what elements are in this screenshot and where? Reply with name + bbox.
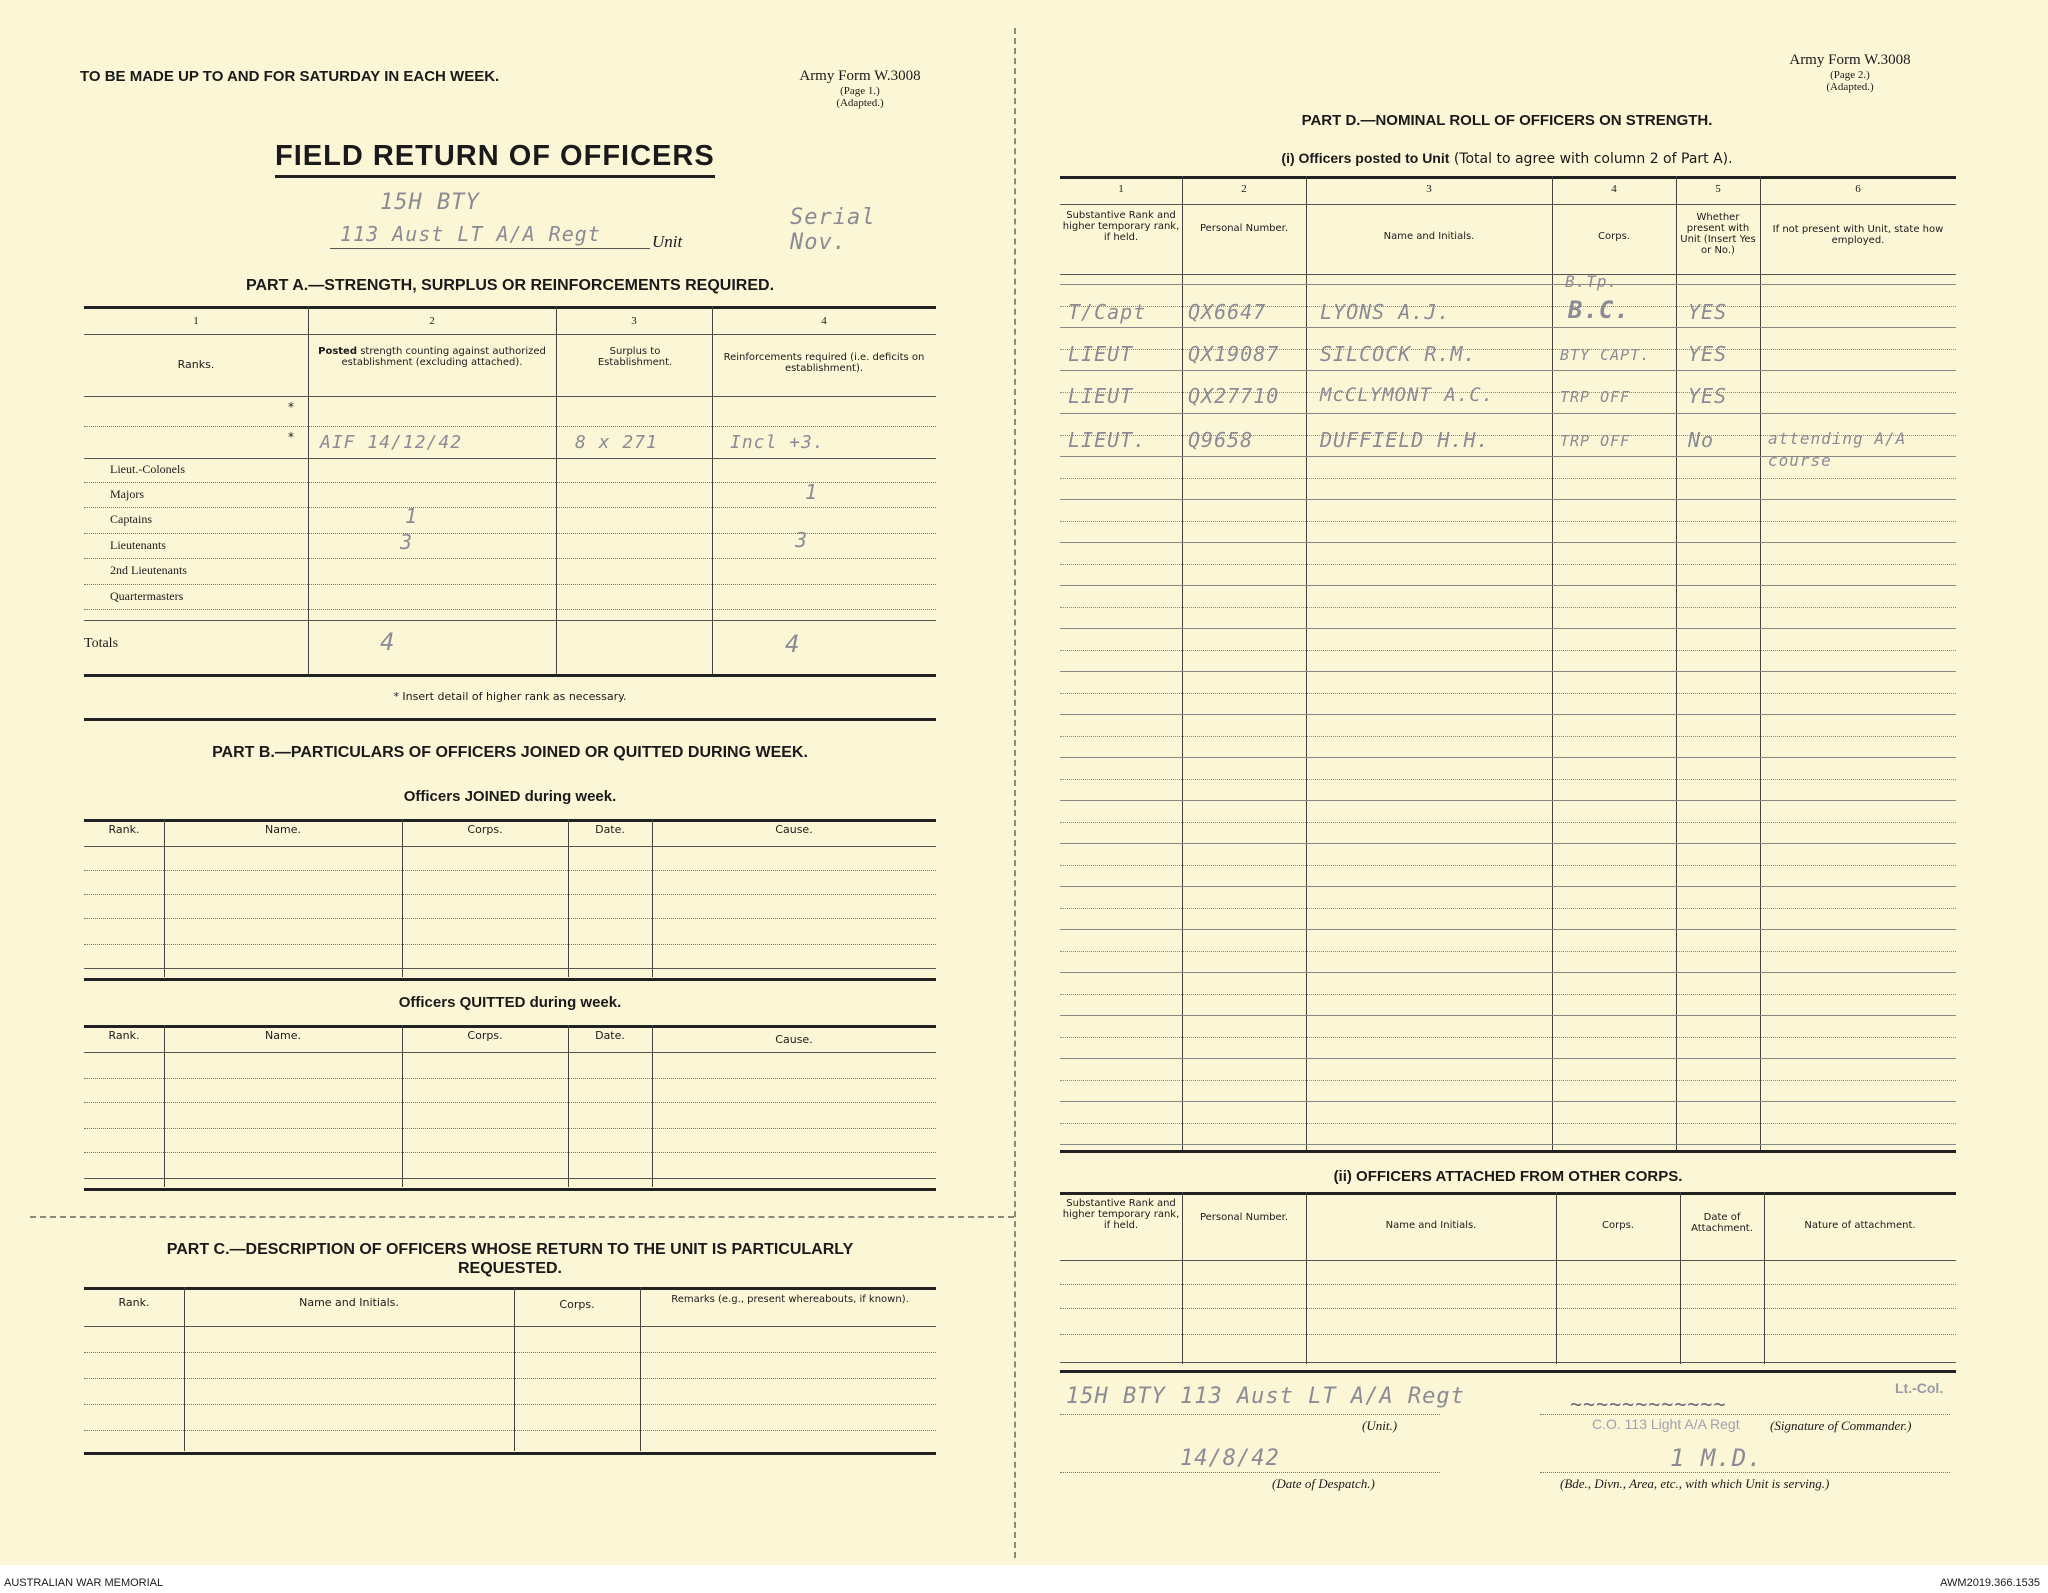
- posted-lieutenants: 3: [400, 530, 414, 554]
- posted-captains: 1: [405, 504, 419, 528]
- lt-col-stamp: Lt.-Col.: [1895, 1380, 1944, 1396]
- part-a-title: PART A.—STRENGTH, SURPLUS OR REINFORCEMENTS REQUIRED.: [245, 277, 775, 294]
- roll-rule: [1060, 585, 1956, 586]
- footer-left: AUSTRALIAN WAR MEMORIAL: [4, 1577, 164, 1589]
- unit-handwritten-sig: 15H BTY 113 Aust LT A/A Regt: [1066, 1384, 1465, 1409]
- officer-1-rank: T/Capt: [1068, 300, 1147, 324]
- roll-rule: [1060, 757, 1956, 758]
- part-b-title: PART B.—PARTICULARS OF OFFICERS JOINED OR QUITTED DURING WEEK.: [212, 744, 808, 761]
- reinf-majors: 1: [805, 480, 819, 504]
- officer-1-number: QX6647: [1188, 300, 1267, 324]
- bde-handwritten: 1 M.D.: [1670, 1444, 1763, 1472]
- roll-rule: [1060, 800, 1956, 801]
- roll-rule: [1060, 564, 1956, 565]
- officer-4-corps: TRP OFF: [1560, 432, 1631, 450]
- roll-rule: [1060, 499, 1956, 500]
- col-d-corps: Corps.: [1598, 231, 1630, 242]
- roll-rule: [1060, 779, 1956, 780]
- officer-3-corps: TRP OFF: [1560, 388, 1631, 406]
- col-ranks: Ranks.: [177, 358, 215, 371]
- roll-rule: [1060, 1058, 1956, 1059]
- totals-label: Totals: [84, 636, 119, 651]
- officer-2-name: SILCOCK R.M.: [1320, 342, 1477, 366]
- rank-captains: Captains: [110, 512, 152, 526]
- roll-rule: [1060, 521, 1956, 522]
- col-d-number: Personal Number.: [1199, 223, 1289, 234]
- roll-rule: [1060, 822, 1956, 823]
- roll-rule: [1060, 284, 1956, 285]
- roll-rule: [1060, 306, 1956, 307]
- roll-rule: [1060, 1080, 1956, 1081]
- part-d-title: PART D.—NOMINAL ROLL OF OFFICERS ON STRENGTH.: [1301, 112, 1713, 129]
- col-d-name: Name and Initials.: [1383, 231, 1475, 242]
- part-d2-title: (ii) OFFICERS ATTACHED FROM OTHER CORPS.: [1333, 1168, 1683, 1185]
- signature-caption: (Signature of Commander.): [1770, 1418, 1912, 1433]
- rank-quartermasters: Quartermasters: [110, 589, 184, 603]
- roll-rule: [1060, 413, 1956, 414]
- hand-establishment: AIF 14/12/42: [320, 432, 463, 453]
- roll-rule: [1060, 542, 1956, 543]
- officer-3-name: McCLYMONT A.C.: [1320, 384, 1495, 406]
- roll-rule: [1060, 886, 1956, 887]
- officer-2-corps: BTY CAPT.: [1560, 346, 1651, 364]
- form-title: FIELD RETURN OF OFFICERS: [275, 140, 715, 178]
- date-handwritten: 14/8/42: [1180, 1446, 1280, 1471]
- part-d-subtitle: (i) Officers posted to Unit (Total to agree with column 2 of Part A).: [1281, 150, 1733, 167]
- roll-rule: [1060, 456, 1956, 457]
- roll-rule: [1060, 478, 1956, 479]
- fold-line-horizontal: [30, 1216, 1014, 1218]
- officer-3-rank: LIEUT: [1068, 384, 1134, 408]
- officer-4-employment: attending A/A course: [1768, 429, 1907, 470]
- roll-rule: [1060, 650, 1956, 651]
- roll-rule: [1060, 951, 1956, 952]
- roll-rule: [1060, 327, 1956, 328]
- roll-rule: [1060, 994, 1956, 995]
- co-stamp: C.O. 113 Light A/A Regt: [1592, 1416, 1740, 1432]
- officer-2-present: YES: [1688, 342, 1728, 366]
- roll-rule: [1060, 392, 1956, 393]
- col-posted: Posted strength counting against authorized establishment (excluding attached).: [318, 346, 546, 368]
- roll-rule: [1060, 1015, 1956, 1016]
- roll-rule: [1060, 370, 1956, 371]
- unit-handwritten-2: 113 Aust LT A/A Regt: [340, 222, 601, 246]
- army-form-right: Army Form W.3008 (Page 2.) (Adapted.): [1789, 52, 1911, 93]
- col-reinforcements: Reinforcements required (i.e. deficits on establishment).: [723, 352, 925, 374]
- unit-caption: (Unit.): [1362, 1418, 1398, 1433]
- officer-4-present: No: [1688, 428, 1715, 452]
- unit-label: Unit: [652, 232, 683, 251]
- rank-lieutenants: Lieutenants: [110, 538, 166, 552]
- roll-rule: [1060, 607, 1956, 608]
- roll-rule: [1060, 1144, 1956, 1145]
- roll-rule: [1060, 972, 1956, 973]
- rank-majors: Majors: [110, 487, 144, 501]
- date-caption: (Date of Despatch.): [1272, 1476, 1375, 1491]
- officer-4-name: DUFFIELD H.H.: [1320, 428, 1490, 452]
- unit-handwritten-1: 15H BTY: [380, 190, 480, 215]
- roll-rule: [1060, 1101, 1956, 1102]
- roll-rule: [1060, 693, 1956, 694]
- bde-caption: (Bde., Divn., Area, etc., with which Unit is serving.): [1560, 1476, 1830, 1491]
- roll-rule: [1060, 435, 1956, 436]
- rank-2nd-lieutenants: 2nd Lieutenants: [110, 563, 187, 577]
- total-reinforcements: 4: [785, 630, 801, 658]
- officer-2-rank: LIEUT: [1068, 342, 1134, 366]
- officer-4-rank: LIEUT.: [1068, 428, 1147, 452]
- serial-handwritten: Serial Nov.: [790, 205, 876, 255]
- roll-rule: [1060, 843, 1956, 844]
- officer-3-present: YES: [1688, 384, 1728, 408]
- hand-surplus: 8 x 271: [575, 432, 658, 453]
- officer-1-corps: B.C.: [1568, 296, 1630, 324]
- roll-rule: [1060, 628, 1956, 629]
- part-a-note: * Insert detail of higher rank as necessary.: [393, 690, 627, 703]
- col-d-employment: If not present with Unit, state how employed.: [1772, 224, 1944, 246]
- roll-rule: [1060, 929, 1956, 930]
- total-posted: 4: [380, 628, 396, 656]
- corps-note: B.Tp.: [1565, 272, 1619, 291]
- roll-rule: [1060, 1123, 1956, 1124]
- roll-rule: [1060, 865, 1956, 866]
- fold-line-vertical: [1014, 28, 1016, 1558]
- joined-heading: Officers JOINED during week.: [403, 788, 617, 805]
- roll-rule: [1060, 908, 1956, 909]
- made-up-note: TO BE MADE UP TO AND FOR SATURDAY IN EACH WEEK.: [80, 68, 500, 85]
- quitted-heading: Officers QUITTED during week.: [398, 994, 622, 1011]
- rank-lt-colonels: Lieut.-Colonels: [110, 462, 185, 476]
- officer-1-present: YES: [1688, 300, 1728, 324]
- col-surplus: Surplus to Establishment.: [597, 346, 673, 368]
- roll-rule: [1060, 671, 1956, 672]
- officer-4-number: Q9658: [1188, 428, 1254, 452]
- roll-rule: [1060, 714, 1956, 715]
- footer-right: AWM2019.366.1535: [1940, 1577, 2040, 1589]
- col-d-rank: Substantive Rank and higher temporary rank, if held.: [1062, 210, 1180, 243]
- army-form-left: Army Form W.3008 (Page 1.) (Adapted.): [799, 68, 921, 109]
- col-d-present: Whether present with Unit (Insert Yes or No.): [1680, 212, 1756, 256]
- officer-3-number: QX27710: [1188, 384, 1280, 408]
- roll-rule: [1060, 349, 1956, 350]
- commander-signature: ~~~~~~~~~~~~: [1570, 1392, 1727, 1416]
- officer-1-name: LYONS A.J.: [1320, 300, 1451, 324]
- officer-2-number: QX19087: [1188, 342, 1280, 366]
- part-c-title: PART C.—DESCRIPTION OF OFFICERS WHOSE RETURN TO THE UNIT IS PARTICULARLY REQUESTED.: [166, 1241, 854, 1277]
- roll-rule: [1060, 736, 1956, 737]
- reinf-lieutenants: 3: [795, 528, 809, 552]
- hand-reinforcement: Incl +3.: [730, 432, 825, 453]
- roll-rule: [1060, 1037, 1956, 1038]
